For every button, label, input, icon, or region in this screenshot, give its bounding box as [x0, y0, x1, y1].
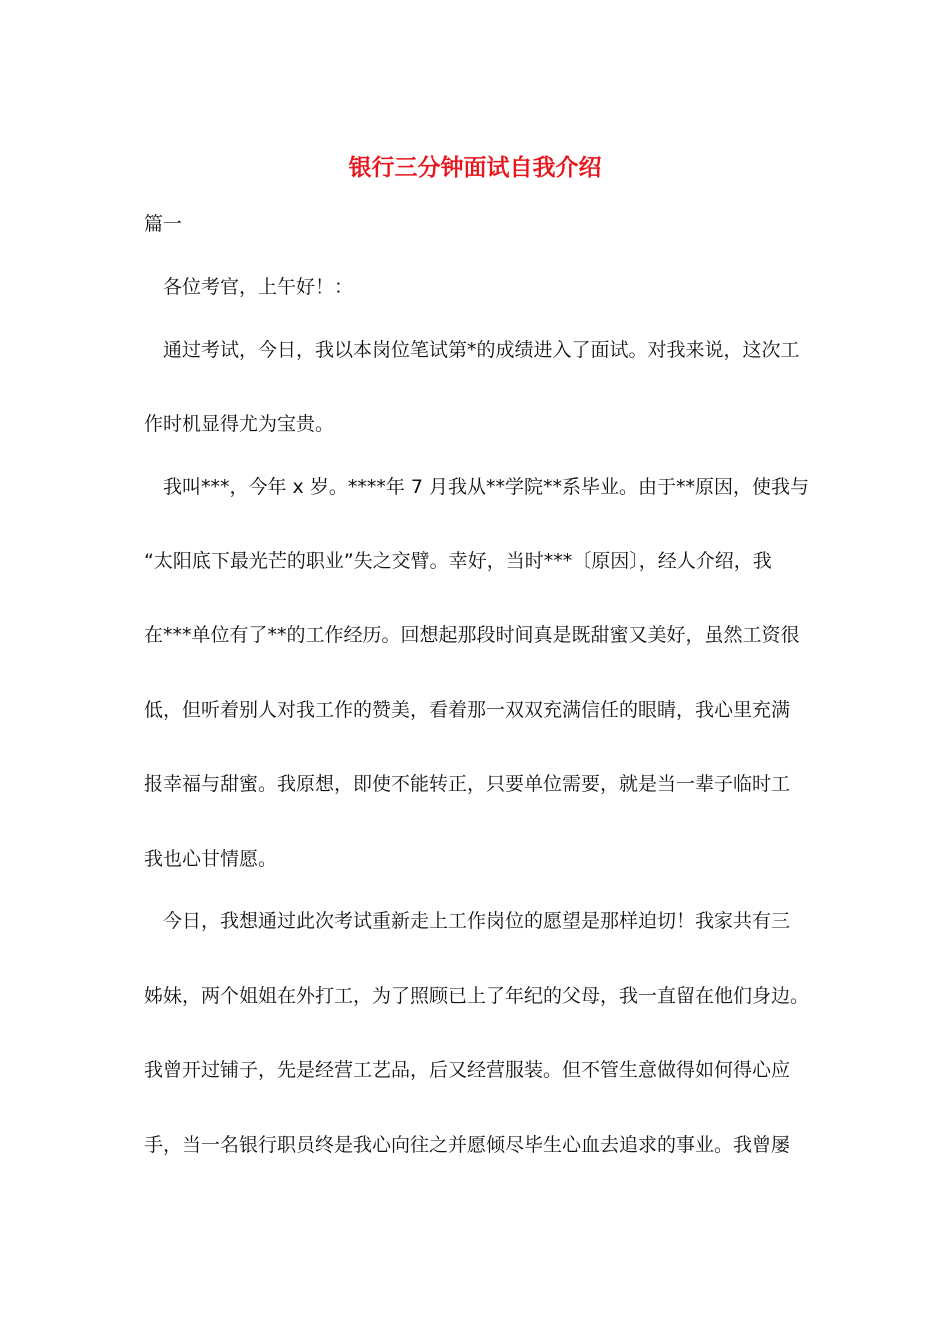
- paragraph-line: 我曾开过铺子，先是经营工艺品，后又经营服装。但不管生意做得如何得心应: [144, 1059, 791, 1081]
- section-label: 篇一: [144, 213, 183, 235]
- document-title: 银行三分钟面试自我介绍: [348, 155, 602, 181]
- paragraph-line: 手，当一名银行职员终是我心向往之并愿倾尽毕生心血去追求的事业。我曾屡: [144, 1134, 791, 1156]
- paragraph-line: 在***单位有了**的工作经历。回想起那段时间真是既甜蜜又美好，虽然工资很: [144, 624, 800, 646]
- paragraph-line: 低，但听着别人对我工作的赞美，看着那一双双充满信任的眼睛，我心里充满: [144, 699, 791, 721]
- paragraph-line: 今日，我想通过此次考试重新走上工作岗位的愿望是那样迫切！我家共有三: [163, 910, 791, 932]
- paragraph-line: “太阳底下最光芒的职业”失之交臂。幸好，当时***〔原因〕，经人介绍，我: [144, 550, 772, 572]
- paragraph-line: 我叫***，今年 x 岁。****年 7 月我从**学院**系毕业。由于**原因，使我与: [163, 476, 809, 498]
- paragraph-line: 通过考试，今日，我以本岗位笔试第*的成绩进入了面试。对我来说，这次工: [163, 339, 800, 361]
- paragraph-line: 各位考官，上午好！：: [163, 276, 354, 298]
- paragraph-line: 报幸福与甜蜜。我原想，即使不能转正，只要单位需要，就是当一辈子临时工: [144, 773, 791, 795]
- paragraph-line: 我也心甘情愿。: [144, 848, 278, 870]
- paragraph-line: 作时机显得尤为宝贵。: [144, 413, 335, 435]
- paragraph-line: 姊妹，两个姐姐在外打工，为了照顾已上了年纪的父母，我一直留在他们身边。: [144, 985, 810, 1007]
